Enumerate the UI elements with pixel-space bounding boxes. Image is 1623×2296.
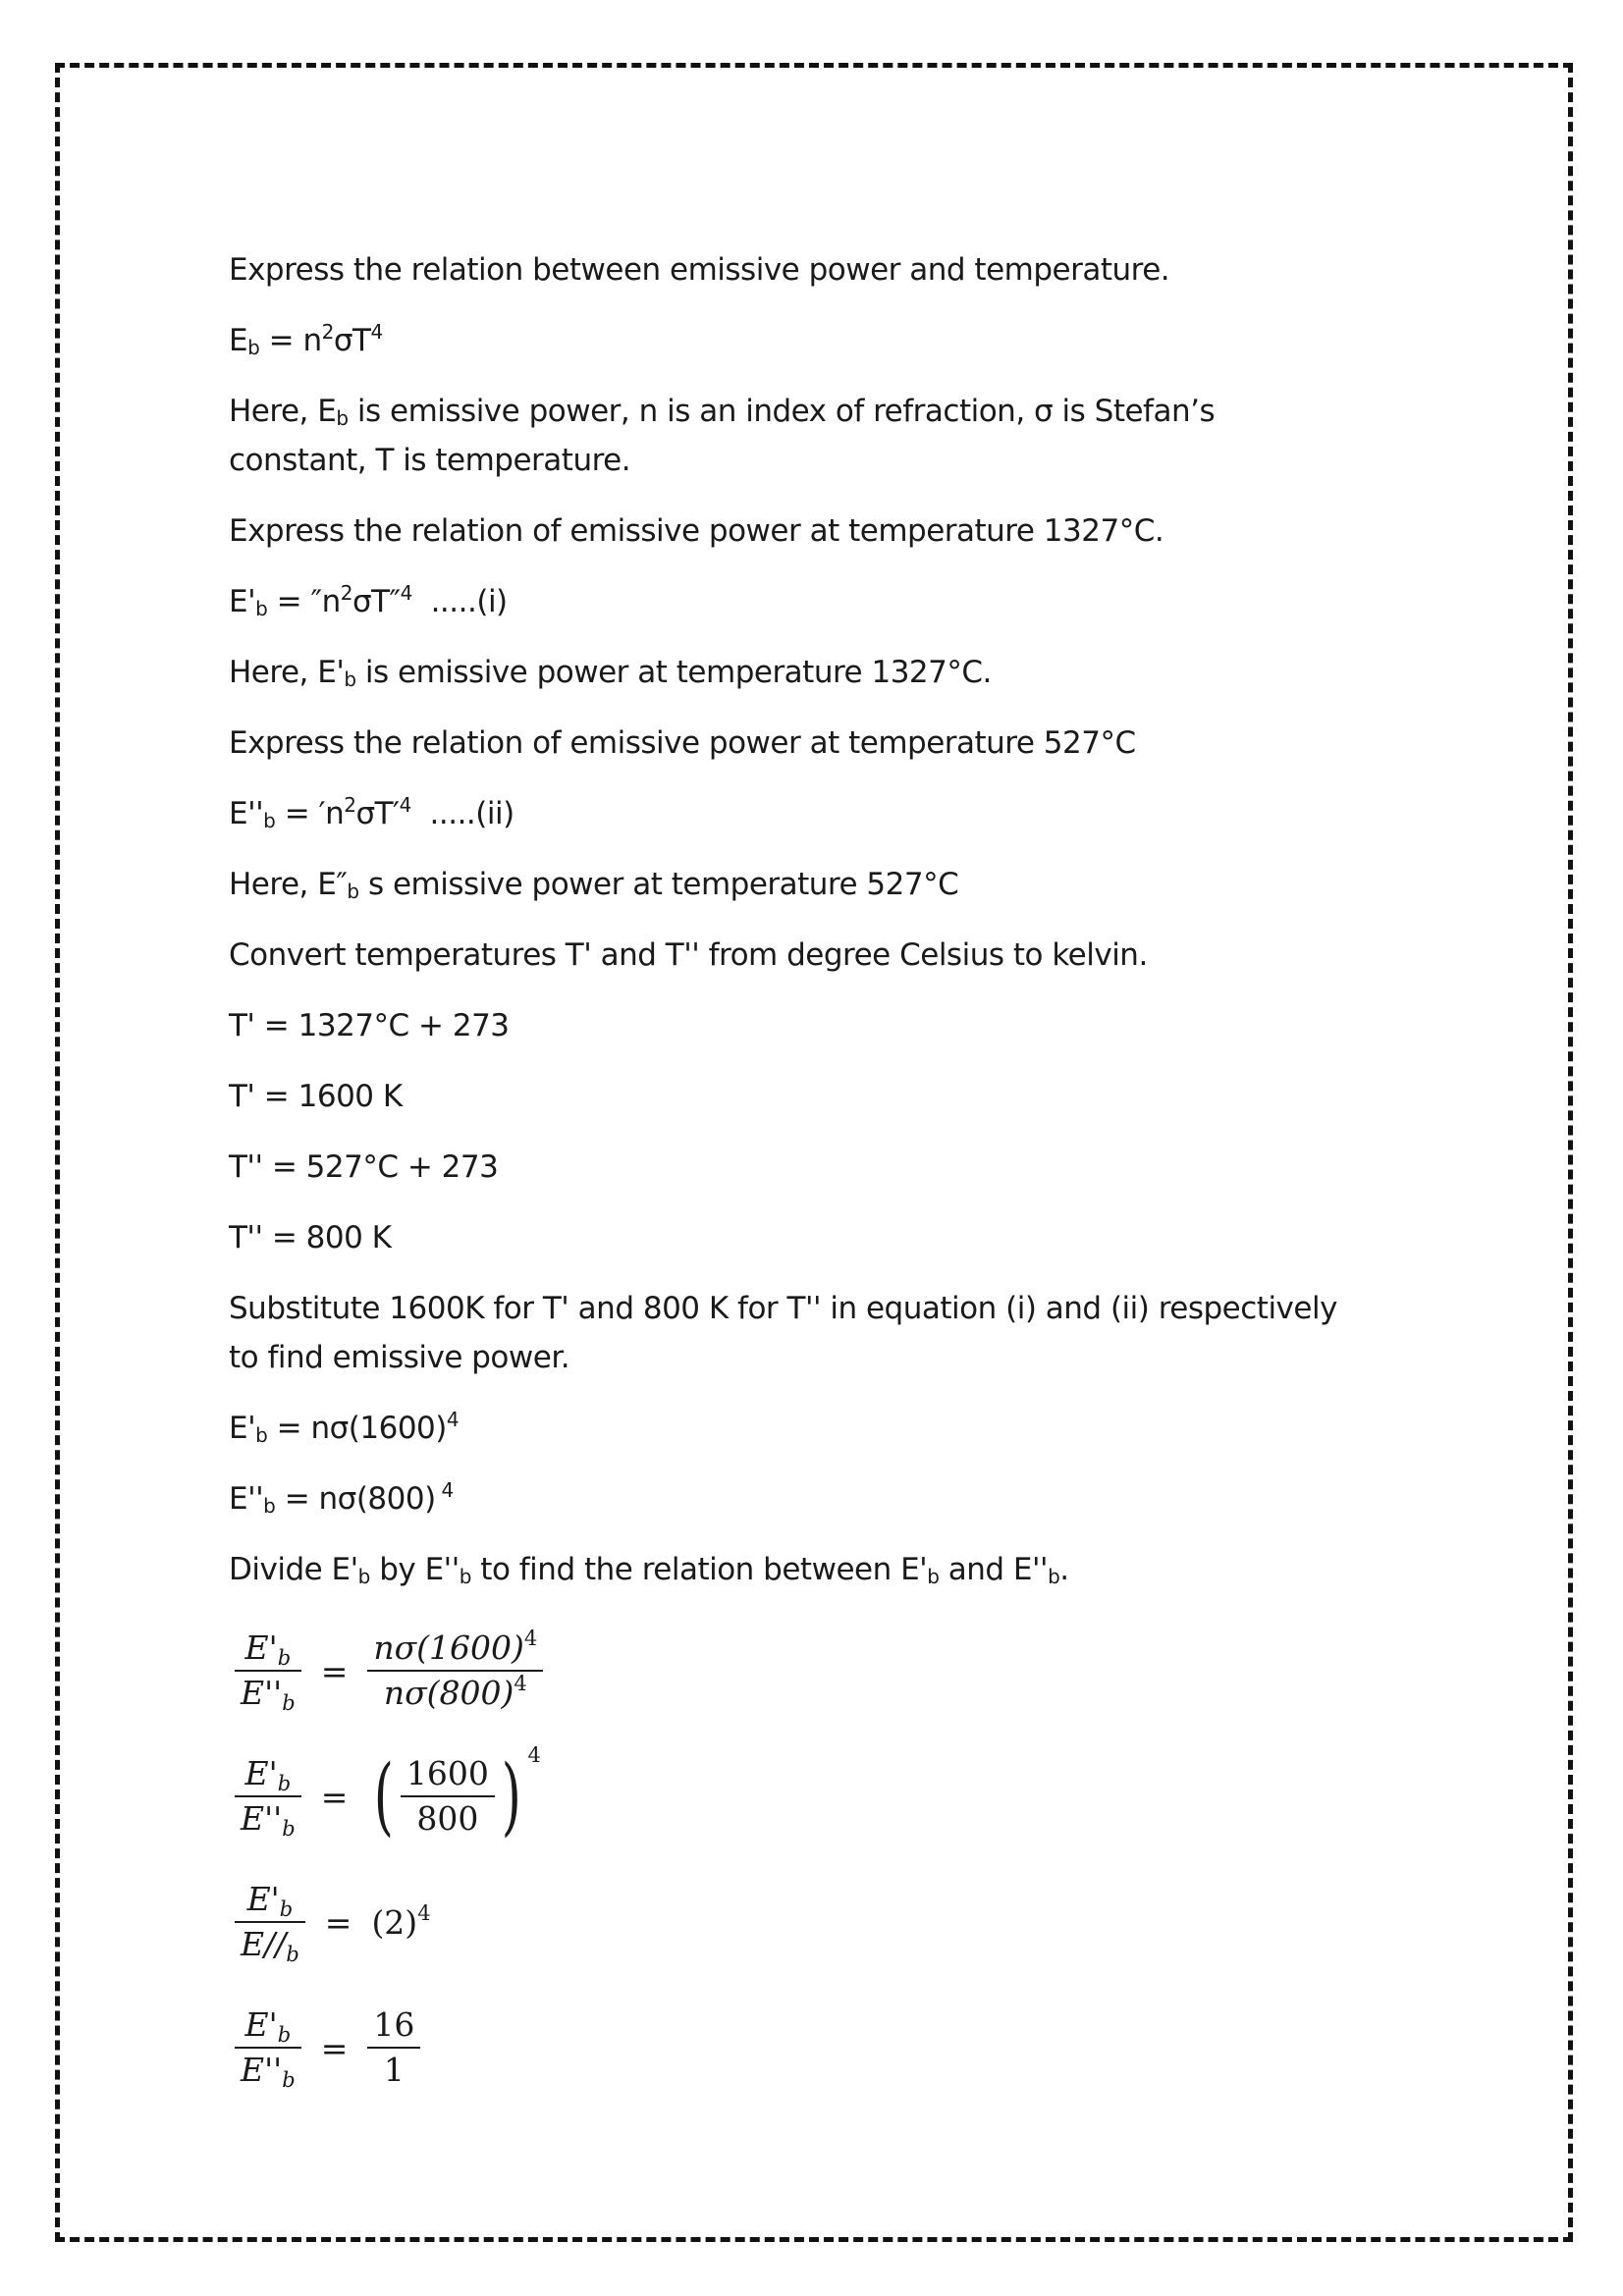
text-line: Express the relation of emissive power at temperature 1327°C. [229, 513, 1164, 549]
lhs-fraction: $\frac{E'_b}{E//_b}$ [235, 1878, 305, 1966]
rhs-fraction: $\frac{n\sigma(1600)^4}{n\sigma(800)^4}$ [367, 1627, 543, 1715]
math-equation-1 [235, 1616, 1348, 1726]
math-equation-4 [235, 1993, 1348, 2103]
exponent: 4 [527, 1743, 541, 1767]
formula-line: $E'_b = ''n^2\sigma T''^4$ .....(i) [229, 581, 508, 620]
equals-sign: = [320, 1777, 349, 1816]
text-line: Express the relation of emissive power at temperature 527°C [229, 725, 1136, 761]
equals-sign: = [324, 1902, 352, 1942]
formula-line: $E'_b = n\sigma(1600)^4$ [229, 1408, 460, 1447]
formula-line: T'' = 527°C + 273 [229, 1149, 499, 1185]
rhs-fraction: $\frac{16}{1}$ [367, 2003, 420, 2092]
formula-line: $E''_b = n\sigma(800)$ $^4$ [229, 1478, 454, 1518]
right-paren: ) [501, 1747, 521, 1845]
text-line: Substitute 1600K for T' and 800 K for T'' in equation (i) and (ii) respectively to find emissive power. [229, 1291, 1337, 1375]
text-line: Here, $E_b$ is emissive power, n is an index of refraction, σ is Stefan’s constant, T is temperature. [229, 394, 1216, 478]
rhs-power: $(2)^4$ [371, 1900, 431, 1942]
text-line: Express the relation between emissive power and temperature. [229, 252, 1170, 288]
inner-fraction: $\frac{1600}{800}$ [401, 1752, 495, 1841]
formula-line: T' = 1327°C + 273 [229, 1008, 510, 1043]
formula-line: $E_b = n^2\sigma T^4$ [229, 320, 383, 359]
formula-line: $E''_b = 'n^2\sigma T'^4$ .....(ii) [229, 793, 514, 832]
math-equation-3 [235, 1867, 1348, 1977]
text-line: Divide $E'_b$ by $E''_b$ to find the relation between $E'_b$ and $E''_b$. [229, 1552, 1069, 1588]
lhs-fraction: $\frac{E'_b}{E''_b}$ [235, 1752, 301, 1841]
lhs-fraction: $\frac{E'_b}{E''_b}$ [235, 2003, 301, 2092]
solution-content [229, 245, 1348, 2118]
formula-line: T' = 1600 K [229, 1079, 403, 1114]
equals-sign: = [320, 2028, 349, 2067]
text-line: Here, $E'_b$ is emissive power at temperature 1327°C. [229, 655, 992, 691]
equals-sign: = [320, 1651, 349, 1690]
text-line: Convert temperatures T' and T'' from degree Celsius to kelvin. [229, 937, 1148, 973]
text-line: Here, $E''_b$ s emissive power at temperature 527°C [229, 867, 959, 903]
lhs-fraction: $\frac{E'_b}{E''_b}$ [235, 1627, 301, 1715]
left-paren: ( [374, 1747, 395, 1845]
math-equation-2 [235, 1741, 1348, 1851]
formula-line: T'' = 800 K [229, 1220, 392, 1255]
